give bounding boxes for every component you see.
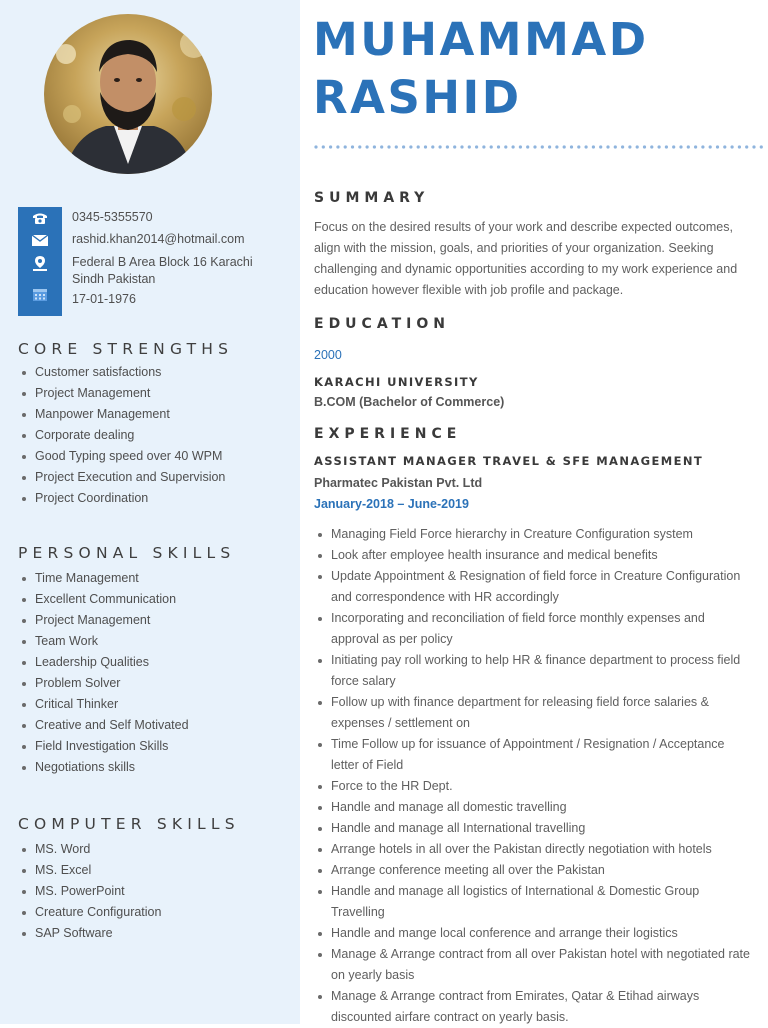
phone-icon (18, 211, 62, 230)
list-item: Manage & Arrange contract from all over Pakistan hotel with negotiated rate on yearly basis (314, 944, 754, 986)
name-last: RASHID (313, 71, 522, 124)
list-item: Project Management (18, 610, 189, 631)
contact-address-line2: Sindh Pakistan (72, 272, 156, 286)
experience-heading: EXPERIENCE (314, 426, 462, 442)
core-strengths-heading: CORE STRENGTHS (18, 340, 234, 358)
experience-duties-list (314, 524, 754, 1028)
list-item: Look after employee health insurance and medical benefits (314, 545, 754, 566)
list-item: Leadership Qualities (18, 652, 189, 673)
profile-photo (44, 14, 212, 174)
contact-address-line1: Federal B Area Block 16 Karachi (72, 255, 253, 269)
list-item: Handle and manage all International travelling (314, 818, 754, 839)
name-first: MUHAMMAD (313, 13, 649, 66)
list-item: Creative and Self Motivated (18, 715, 189, 736)
list-item: Managing Field Force hierarchy in Creature Configuration system (314, 524, 754, 545)
mail-icon (18, 234, 62, 252)
list-item: Good Typing speed over 40 WPM (18, 446, 225, 467)
calendar-icon (18, 287, 62, 307)
list-item: Excellent Communication (18, 589, 189, 610)
list-item: Negotiations skills (18, 757, 189, 778)
list-item: Follow up with finance department for releasing field force salaries & expenses / settlement on (314, 692, 754, 734)
list-item: MS. Excel (18, 860, 161, 881)
list-item: Incorporating and reconciliation of field force monthly expenses and approval as per policy (314, 608, 754, 650)
list-item: Project Execution and Supervision (18, 467, 225, 488)
list-item: Time Follow up for issuance of Appointment / Resignation / Acceptance letter of Field (314, 734, 754, 776)
contact-icon-bar (18, 207, 62, 316)
list-item: Handle and mange local conference and arrange their logistics (314, 923, 754, 944)
location-icon (18, 255, 62, 277)
contact-email[interactable]: rashid.khan2014@hotmail.com (72, 232, 245, 246)
list-item: Critical Thinker (18, 694, 189, 715)
computer-skills-heading: COMPUTER SKILLS (18, 815, 240, 833)
list-item: MS. PowerPoint (18, 881, 161, 902)
list-item: MS. Word (18, 839, 161, 860)
list-item: Handle and manage all domestic travelling (314, 797, 754, 818)
list-item: Initiating pay roll working to help HR & finance department to process field force salary (314, 650, 754, 692)
list-item: Manage & Arrange contract from Emirates, Qatar & Etihad airways discounted airfare contract on yearly basis. (314, 986, 754, 1028)
education-heading: EDUCATION (314, 316, 450, 332)
contact-dob: 17-01-1976 (72, 292, 136, 306)
experience-period: January-2018 – June-2019 (314, 497, 469, 511)
list-item: Project Management (18, 383, 225, 404)
computer-skills-list (18, 839, 161, 944)
list-item: Problem Solver (18, 673, 189, 694)
experience-company: Pharmatec Pakistan Pvt. Ltd (314, 476, 483, 490)
personal-skills-list (18, 568, 189, 778)
list-item: Time Management (18, 568, 189, 589)
list-item: Project Coordination (18, 488, 225, 509)
contact-phone[interactable]: 0345-5355570 (72, 210, 153, 224)
list-item: Handle and manage all logistics of International & Domestic Group Travelling (314, 881, 754, 923)
personal-skills-heading: PERSONAL SKILLS (18, 544, 236, 562)
education-degree: B.COM (Bachelor of Commerce) (314, 395, 505, 409)
list-item: Arrange hotels in all over the Pakistan directly negotiation with hotels (314, 839, 754, 860)
list-item: Team Work (18, 631, 189, 652)
education-year: 2000 (314, 348, 342, 362)
summary-heading: SUMMARY (314, 190, 430, 206)
dotted-divider (314, 145, 764, 149)
core-strengths-list (18, 362, 225, 509)
list-item: Manpower Management (18, 404, 225, 425)
list-item: Arrange conference meeting all over the Pakistan (314, 860, 754, 881)
list-item: Field Investigation Skills (18, 736, 189, 757)
list-item: Force to the HR Dept. (314, 776, 754, 797)
list-item: Update Appointment & Resignation of field force in Creature Configuration and correspondence with HR accordingly (314, 566, 754, 608)
education-school: KARACHI UNIVERSITY (314, 375, 479, 389)
list-item: Corporate dealing (18, 425, 225, 446)
experience-role: ASSISTANT MANAGER TRAVEL & SFE MANAGEMENT (314, 454, 704, 468)
list-item: SAP Software (18, 923, 161, 944)
summary-text: Focus on the desired results of your work and describe expected outcomes, align with the mission, goals, and priorities of your organization. Seeking challenging and dynamic opportunities according to my work experience and education however flexible with job profile and package. (314, 220, 738, 297)
list-item: Customer satisfactions (18, 362, 225, 383)
list-item: Creature Configuration (18, 902, 161, 923)
